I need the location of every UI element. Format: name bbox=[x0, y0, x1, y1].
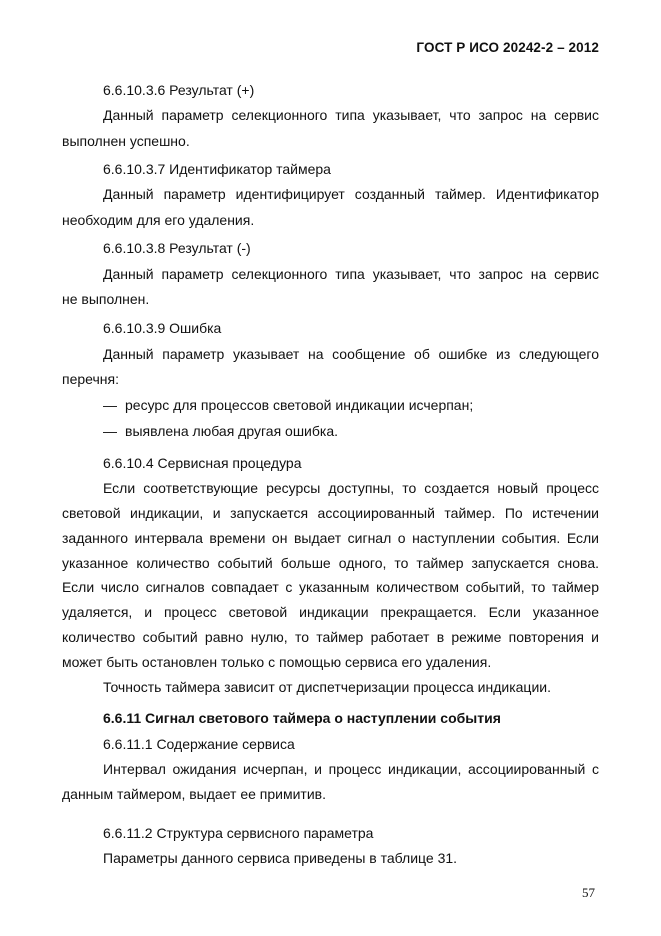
paragraph-line: Точность таймера зависит от диспетчеризации процесса индикации. bbox=[103, 679, 551, 695]
document-header: ГОСТ Р ИСО 20242-2 – 2012 bbox=[416, 40, 599, 55]
list-item bbox=[103, 423, 338, 439]
paragraph-line: Если соответствующие ресурсы доступны, то создается новый процесс bbox=[103, 480, 599, 496]
section-heading-6-6-10-4: 6.6.10.4 Сервисная процедура bbox=[103, 455, 302, 471]
section-heading-6-6-10-3-8: 6.6.10.3.8 Результат (-) bbox=[103, 240, 251, 256]
paragraph-line: удаляется, и процесс световой индикации прекращается. Если указанное bbox=[62, 604, 599, 620]
paragraph-line: указанное количество событий больше одного, то таймер запускается снова. bbox=[62, 555, 599, 571]
paragraph-line: может быть остановлен только с помощью сервиса его удаления. bbox=[62, 654, 492, 670]
section-heading-6-6-11-1: 6.6.11.1 Содержание сервиса bbox=[103, 736, 295, 752]
list-dash: — bbox=[103, 423, 117, 439]
page-number: 57 bbox=[582, 885, 595, 900]
paragraph-line: количество событий равно нулю, то таймер работает в режиме повторения и bbox=[62, 629, 599, 645]
section-heading-6-6-10-3-7: 6.6.10.3.7 Идентификатор таймера bbox=[103, 161, 331, 177]
paragraph-line: Интервал ожидания исчерпан, и процесс индикации, ассоциированный с bbox=[103, 761, 599, 777]
paragraph-line: выполнен успешно. bbox=[62, 133, 190, 149]
list-item-text: ресурс для процессов световой индикации исчерпан; bbox=[125, 397, 474, 413]
paragraph-line: Данный параметр идентифицирует созданный таймер. Идентификатор bbox=[103, 186, 599, 202]
paragraph-line: Данный параметр селекционного типа указывает, что запрос на сервис bbox=[103, 266, 599, 282]
section-heading-6-6-11-2: 6.6.11.2 Структура сервисного параметра bbox=[103, 825, 374, 841]
section-heading-6-6-10-3-9: 6.6.10.3.9 Ошибка bbox=[103, 320, 222, 336]
paragraph-line: Параметры данного сервиса приведены в таблице 31. bbox=[103, 850, 458, 866]
paragraph-line: Данный параметр селекционного типа указывает, что запрос на сервис bbox=[103, 107, 599, 123]
paragraph-line: перечня: bbox=[62, 371, 119, 387]
list-item-text: выявлена любая другая ошибка. bbox=[125, 423, 339, 439]
paragraph-line: световой индикации, и запускается ассоциированный таймер. По истечении bbox=[62, 505, 599, 521]
paragraph-line: данным таймером, выдает ее примитив. bbox=[62, 786, 326, 802]
paragraph-line: Данный параметр указывает на сообщение об ошибке из следующего bbox=[103, 346, 599, 362]
paragraph-line: необходим для его удаления. bbox=[62, 212, 255, 228]
section-heading-6-6-11: 6.6.11 Сигнал светового таймера о наступлении события bbox=[103, 710, 501, 726]
list-item bbox=[103, 397, 473, 413]
list-dash: — bbox=[103, 397, 117, 413]
paragraph-line: не выполнен. bbox=[62, 291, 150, 307]
section-heading-6-6-10-3-6: 6.6.10.3.6 Результат (+) bbox=[103, 82, 255, 98]
paragraph-line: заданного интервала времени он выдает сигнал о наступлении события. Если bbox=[62, 530, 599, 546]
paragraph-line: Если число сигналов совпадает с указанным количеством событий, то таймер bbox=[62, 579, 599, 595]
